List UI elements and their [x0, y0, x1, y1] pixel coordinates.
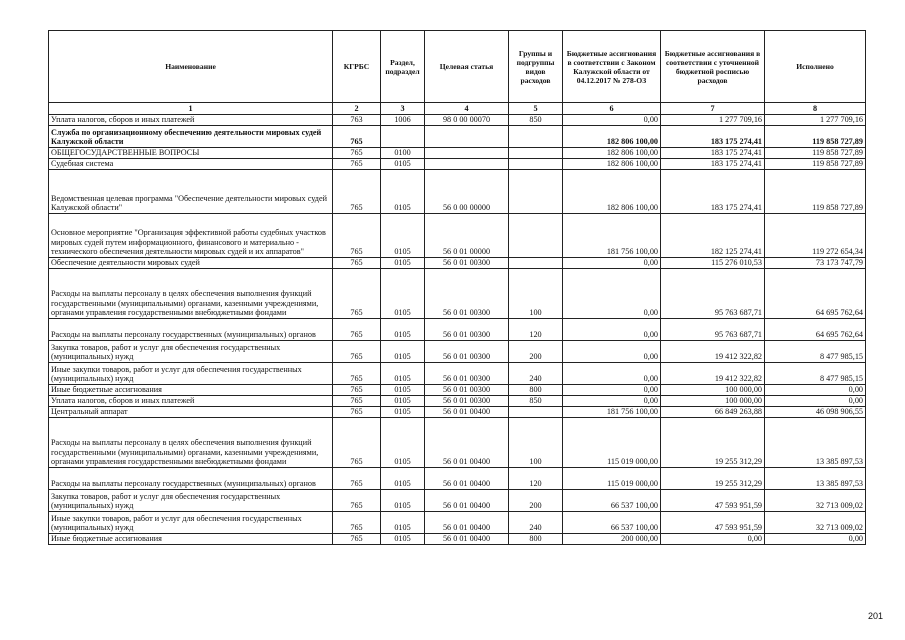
header-groups: Группы и подгруппы видов расходов — [509, 31, 563, 103]
row-kgrbs: 765 — [333, 148, 381, 159]
row-name: Закупка товаров, работ и услуг для обеспечения государственных (муниципальных) нужд — [49, 490, 333, 512]
col-number: 2 — [333, 103, 381, 115]
header-executed: Исполнено — [765, 31, 866, 103]
row-name: Расходы на выплаты персоналу в целях обеспечения выполнения функций государственными (муниципальными) органами, казенными учреждениями, органами управления государственными внебюджетными фондами — [49, 418, 333, 468]
col-number: 4 — [425, 103, 509, 115]
row-target: 56 0 01 00300 — [425, 396, 509, 407]
table-row — [49, 512, 866, 534]
row-group: 120 — [509, 319, 563, 341]
row-refined-amount: 19 412 322,82 — [661, 363, 765, 385]
row-kgrbs: 765 — [333, 396, 381, 407]
row-law-amount: 182 806 100,00 — [563, 148, 661, 159]
row-name: Центральный аппарат — [49, 407, 333, 418]
row-refined-amount: 19 412 322,82 — [661, 341, 765, 363]
budget-table — [48, 30, 866, 545]
header-name: Наименование — [49, 31, 333, 103]
row-executed-amount: 119 858 727,89 — [765, 148, 866, 159]
row-kgrbs: 765 — [333, 363, 381, 385]
table-row — [49, 258, 866, 269]
header-target: Целевая статья — [425, 31, 509, 103]
row-group: 100 — [509, 269, 563, 319]
row-law-amount: 0,00 — [563, 385, 661, 396]
row-target: 56 0 01 00300 — [425, 258, 509, 269]
row-name: Иные бюджетные ассигнования — [49, 534, 333, 545]
col-number: 5 — [509, 103, 563, 115]
row-group — [509, 258, 563, 269]
row-refined-amount: 19 255 312,29 — [661, 468, 765, 490]
row-section: 0100 — [381, 148, 425, 159]
row-executed-amount: 46 098 906,55 — [765, 407, 866, 418]
row-kgrbs: 765 — [333, 418, 381, 468]
row-target: 56 0 01 00300 — [425, 341, 509, 363]
row-law-amount: 0,00 — [563, 319, 661, 341]
row-section: 0105 — [381, 170, 425, 214]
row-section: 0105 — [381, 319, 425, 341]
row-target — [425, 159, 509, 170]
col-number: 1 — [49, 103, 333, 115]
row-executed-amount: 0,00 — [765, 385, 866, 396]
row-section: 0105 — [381, 490, 425, 512]
row-law-amount: 0,00 — [563, 269, 661, 319]
table-row — [49, 418, 866, 468]
row-name: Уплата налогов, сборов и иных платежей — [49, 396, 333, 407]
header-kgrbs: КГРБС — [333, 31, 381, 103]
row-name: Обеспечение деятельности мировых судей — [49, 258, 333, 269]
table-body — [49, 115, 866, 545]
row-section: 0105 — [381, 159, 425, 170]
table-row — [49, 126, 866, 148]
row-law-amount: 182 806 100,00 — [563, 170, 661, 214]
row-name: Иные закупки товаров, работ и услуг для обеспечения государственных (муниципальных) нужд — [49, 512, 333, 534]
row-kgrbs: 763 — [333, 115, 381, 126]
row-target: 56 0 01 00400 — [425, 407, 509, 418]
row-refined-amount: 100 000,00 — [661, 385, 765, 396]
header-row — [49, 31, 866, 103]
row-refined-amount: 182 125 274,41 — [661, 214, 765, 258]
row-section: 0105 — [381, 341, 425, 363]
row-executed-amount: 32 713 009,02 — [765, 490, 866, 512]
row-section: 0105 — [381, 512, 425, 534]
row-law-amount: 115 019 000,00 — [563, 468, 661, 490]
header-law: Бюджетные ассигнования в соответствии с Законом Калужской области от 04.12.2017 № 278-ОЗ — [563, 31, 661, 103]
row-kgrbs: 765 — [333, 214, 381, 258]
row-executed-amount: 119 858 727,89 — [765, 126, 866, 148]
row-group: 850 — [509, 396, 563, 407]
page-number: 201 — [868, 611, 884, 621]
row-group — [509, 159, 563, 170]
table-row — [49, 396, 866, 407]
row-executed-amount: 64 695 762,64 — [765, 319, 866, 341]
row-law-amount: 0,00 — [563, 341, 661, 363]
row-kgrbs: 765 — [333, 490, 381, 512]
row-section: 1006 — [381, 115, 425, 126]
row-refined-amount: 115 276 010,53 — [661, 258, 765, 269]
row-refined-amount: 183 175 274,41 — [661, 126, 765, 148]
row-section: 0105 — [381, 269, 425, 319]
row-law-amount: 200 000,00 — [563, 534, 661, 545]
table-row — [49, 269, 866, 319]
row-section: 0105 — [381, 468, 425, 490]
row-section: 0105 — [381, 407, 425, 418]
row-law-amount: 181 756 100,00 — [563, 407, 661, 418]
row-group: 200 — [509, 341, 563, 363]
row-name: Расходы на выплаты персоналу в целях обеспечения выполнения функций государственными (муниципальными) органами, казенными учреждениями, органами управления государственными внебюджетными фондами — [49, 269, 333, 319]
table-row — [49, 148, 866, 159]
row-law-amount: 182 806 100,00 — [563, 126, 661, 148]
row-refined-amount: 95 763 687,71 — [661, 269, 765, 319]
row-refined-amount: 47 593 951,59 — [661, 512, 765, 534]
row-refined-amount: 0,00 — [661, 534, 765, 545]
table-row — [49, 490, 866, 512]
row-executed-amount: 13 385 897,53 — [765, 468, 866, 490]
row-target: 56 0 01 00400 — [425, 418, 509, 468]
row-group — [509, 407, 563, 418]
row-target: 56 0 01 00400 — [425, 490, 509, 512]
row-kgrbs: 765 — [333, 341, 381, 363]
row-target: 56 0 01 00300 — [425, 319, 509, 341]
row-kgrbs: 765 — [333, 319, 381, 341]
row-refined-amount: 19 255 312,29 — [661, 418, 765, 468]
row-group: 100 — [509, 418, 563, 468]
row-law-amount: 0,00 — [563, 115, 661, 126]
row-refined-amount: 100 000,00 — [661, 396, 765, 407]
row-law-amount: 115 019 000,00 — [563, 418, 661, 468]
row-name: Служба по организационному обеспечению деятельности мировых судей Калужской области — [49, 126, 333, 148]
table-row — [49, 363, 866, 385]
row-group: 240 — [509, 512, 563, 534]
table-row — [49, 341, 866, 363]
row-group — [509, 148, 563, 159]
row-executed-amount: 8 477 985,15 — [765, 341, 866, 363]
row-target: 56 0 01 00300 — [425, 363, 509, 385]
row-law-amount: 66 537 100,00 — [563, 512, 661, 534]
row-name: Закупка товаров, работ и услуг для обеспечения государственных (муниципальных) нужд — [49, 341, 333, 363]
row-group: 850 — [509, 115, 563, 126]
table-row — [49, 214, 866, 258]
row-section: 0105 — [381, 385, 425, 396]
row-executed-amount: 1 277 709,16 — [765, 115, 866, 126]
row-name: ОБЩЕГОСУДАРСТВЕННЫЕ ВОПРОСЫ — [49, 148, 333, 159]
table-row — [49, 319, 866, 341]
row-target: 56 0 01 00400 — [425, 468, 509, 490]
row-section: 0105 — [381, 258, 425, 269]
row-executed-amount: 73 173 747,79 — [765, 258, 866, 269]
row-name: Ведомственная целевая программа "Обеспечение деятельности мировых судей Калужской области" — [49, 170, 333, 214]
row-target — [425, 148, 509, 159]
table-row — [49, 407, 866, 418]
row-group — [509, 170, 563, 214]
row-group — [509, 126, 563, 148]
row-name: Иные закупки товаров, работ и услуг для обеспечения государственных (муниципальных) нужд — [49, 363, 333, 385]
row-section: 0105 — [381, 418, 425, 468]
row-refined-amount: 183 175 274,41 — [661, 148, 765, 159]
row-target: 56 0 01 00400 — [425, 512, 509, 534]
row-executed-amount: 0,00 — [765, 534, 866, 545]
row-name: Расходы на выплаты персоналу государственных (муниципальных) органов — [49, 319, 333, 341]
row-section: 0105 — [381, 534, 425, 545]
row-kgrbs: 765 — [333, 385, 381, 396]
row-group: 800 — [509, 534, 563, 545]
row-executed-amount: 119 858 727,89 — [765, 170, 866, 214]
row-executed-amount: 32 713 009,02 — [765, 512, 866, 534]
row-kgrbs: 765 — [333, 407, 381, 418]
row-name: Иные бюджетные ассигнования — [49, 385, 333, 396]
header-section: Раздел, подраздел — [381, 31, 425, 103]
col-number: 6 — [563, 103, 661, 115]
row-law-amount: 66 537 100,00 — [563, 490, 661, 512]
row-law-amount: 181 756 100,00 — [563, 214, 661, 258]
col-number: 7 — [661, 103, 765, 115]
row-target: 56 0 00 00000 — [425, 170, 509, 214]
table-row — [49, 159, 866, 170]
row-target: 56 0 01 00300 — [425, 385, 509, 396]
row-section: 0105 — [381, 214, 425, 258]
row-law-amount: 0,00 — [563, 363, 661, 385]
table-row — [49, 468, 866, 490]
row-law-amount: 0,00 — [563, 258, 661, 269]
row-kgrbs: 765 — [333, 269, 381, 319]
row-executed-amount: 8 477 985,15 — [765, 363, 866, 385]
col-number: 3 — [381, 103, 425, 115]
row-name: Судебная система — [49, 159, 333, 170]
row-refined-amount: 66 849 263,88 — [661, 407, 765, 418]
column-number-row — [49, 103, 866, 115]
row-refined-amount: 183 175 274,41 — [661, 170, 765, 214]
table-row — [49, 385, 866, 396]
table-row — [49, 115, 866, 126]
row-kgrbs: 765 — [333, 170, 381, 214]
row-executed-amount: 13 385 897,53 — [765, 418, 866, 468]
row-law-amount: 182 806 100,00 — [563, 159, 661, 170]
row-kgrbs: 765 — [333, 126, 381, 148]
row-name: Расходы на выплаты персоналу государственных (муниципальных) органов — [49, 468, 333, 490]
row-group: 800 — [509, 385, 563, 396]
row-target — [425, 126, 509, 148]
row-target: 56 0 01 00400 — [425, 534, 509, 545]
row-refined-amount: 95 763 687,71 — [661, 319, 765, 341]
row-section: 0105 — [381, 396, 425, 407]
row-section — [381, 126, 425, 148]
row-section: 0105 — [381, 363, 425, 385]
row-refined-amount: 183 175 274,41 — [661, 159, 765, 170]
col-number: 8 — [765, 103, 866, 115]
row-group: 200 — [509, 490, 563, 512]
row-refined-amount: 1 277 709,16 — [661, 115, 765, 126]
row-executed-amount: 64 695 762,64 — [765, 269, 866, 319]
row-group — [509, 214, 563, 258]
table-row — [49, 170, 866, 214]
row-kgrbs: 765 — [333, 468, 381, 490]
row-group: 240 — [509, 363, 563, 385]
row-refined-amount: 47 593 951,59 — [661, 490, 765, 512]
row-executed-amount: 0,00 — [765, 396, 866, 407]
row-executed-amount: 119 858 727,89 — [765, 159, 866, 170]
row-executed-amount: 119 272 654,34 — [765, 214, 866, 258]
header-refined: Бюджетные ассигнования в соответствии с уточненной бюджетной росписью расходов — [661, 31, 765, 103]
row-kgrbs: 765 — [333, 512, 381, 534]
row-name: Уплата налогов, сборов и иных платежей — [49, 115, 333, 126]
row-group: 120 — [509, 468, 563, 490]
row-name: Основное мероприятие "Организация эффективной работы судебных участков мировых судей путем информационного, финансового и материально - технического обеспечения деятельности мировых судей и их аппаратов" — [49, 214, 333, 258]
row-kgrbs: 765 — [333, 258, 381, 269]
table-row — [49, 534, 866, 545]
row-target: 56 0 01 00000 — [425, 214, 509, 258]
row-target: 98 0 00 00070 — [425, 115, 509, 126]
row-kgrbs: 765 — [333, 159, 381, 170]
row-target: 56 0 01 00300 — [425, 269, 509, 319]
row-law-amount: 0,00 — [563, 396, 661, 407]
row-kgrbs: 765 — [333, 534, 381, 545]
